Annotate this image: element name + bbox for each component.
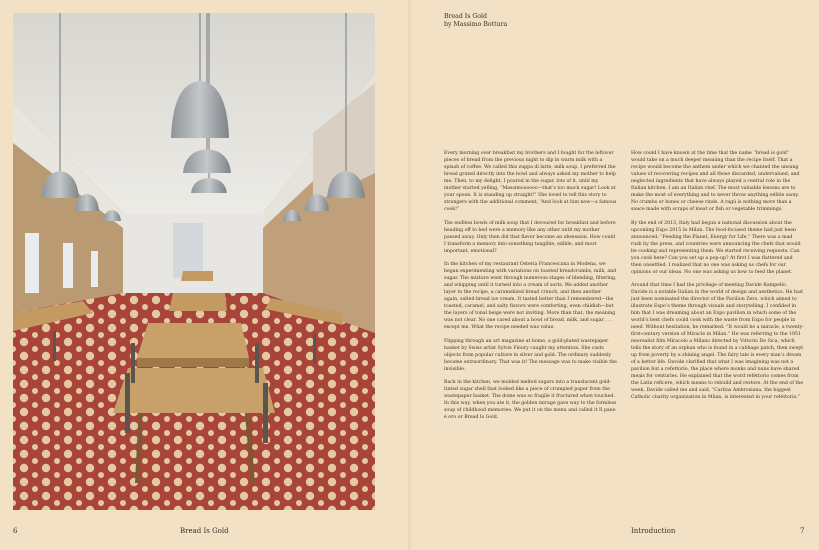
left-page-number: 6 xyxy=(13,527,18,535)
article-title: Bread Is Gold xyxy=(444,13,487,20)
article-byline: by Massimo Bottura xyxy=(444,21,508,28)
article-header xyxy=(444,13,507,29)
paragraph: Around that time I had the privilege of meeting Davide Rampello. Davide is a notable Italian in the world of design and aesthetics. He had just been nominated the director of the Pavilion Zero, which aimed to illustrate Expo’s theme through visuals and storytelling. I confided in him that I was dreaming about an Expo pavilion in which some of the world’s best chefs could cook with the waste from Expo for people in need. Without hesitation, he remarked: “It would be a miracle, a twenty-first-century version of Miracle in Milan.” He was referring to the 1951 neorealist film Miracolo a Milano directed by Vittorio De Sica, which tells the story of an orphan who is found in a cabbage patch, then swept up from poverty by a shining angel. The fairy tale is every man’s dream of a better life. Davide clarified that what I was imagining was not a pavilion but a refettorio, the place where monks and nuns have shared meals for centuries. He explained that the word refettorio comes from the Latin reficere, which means to rebuild and restore. At the end of the week, Davide called me and said, “Caritas Ambrosiana, the biggest Catholic charity organization in Milan, is interested in your refettorio.” xyxy=(631,283,804,400)
book-gutter xyxy=(408,0,411,550)
text-column-1 xyxy=(444,150,617,525)
left-running-title: Bread Is Gold xyxy=(180,527,229,535)
paragraph: The endless bowls of milk soup that I devoured for breakfast and before heading off to bed were a memory like any other until my mother passed away. Only then did that flavor become an obsession. How could I transform a memory into something tangible, edible, and most important, emotional? xyxy=(444,220,616,254)
refectory-illustration xyxy=(13,13,375,510)
refectory-photo xyxy=(13,13,375,510)
text-column-2 xyxy=(631,150,804,525)
right-page-number: 7 xyxy=(800,527,805,535)
paragraph: Back in the kitchen, we molded melted sugars into a translucent gold-tinted sugar shell that looked like a piece of crumpled paper from the wastepaper basket. The dome was so fragile it fractured when touched. In this way, when you ate it, the golden mirage gave way to the formless soup of childhood memories. We put it on the menu and called it Il pane è oro or Bread Is Gold. xyxy=(444,380,617,420)
paragraph: Flipping through an art magazine at home, a gold-plated wastepaper basket by Swiss artist Sylvie Fleury caught my attention. She casts objects from popular culture in silver and gold. The ordinary suddenly became extraordinary. That was it! The message was to make visible the invisible. xyxy=(444,338,617,372)
paragraph: How could I have known at the time that the name “bread is gold” would take on a much deeper meaning than the recipe itself. That a recipe would become the anthem under which we chanted the unsung values of recovering recipes and all those discarded, undervalued, and neglected ingredients that have always played a central role in the Italian kitchen. I am an Italian chef. The most valuable lessons are to make the most of everything and to never throw anything edible away. No crumbs or bones or cheese rinds. A ragù is nothing more than a sauce made with scraps of meat or fish or vegetable trimmings. xyxy=(631,151,800,212)
paragraph: In the kitchen of my restaurant Osteria Francescana in Modena, we began experimenting with variations on toasted breadcrumbs, milk, and sugar. The mixture went through numerous stages of blending, filtering, and whipping until it turned into a cream of sorts. We added another layer to the recipe, a caramelized bread crunch, and then another again, salted bread ice cream. It tasted better than I remembered—the toasted, caramel, and salty flavors were comforting, even childish—but the layers of tonal beige were not inviting. More than that, the meaning was not clear. No one cared about a bowl of bread, milk, and sugar . . . except me. What the recipe needed was value. xyxy=(444,262,617,330)
right-section-title: Introduction xyxy=(631,527,676,535)
paragraph: Every morning over breakfast my brothers and I fought for the leftover pieces of bread from the previous night to dip in warm milk with a splash of coffee. We called this zuppa di latte, milk soup. I preferred the bread grated directly into the bowl and always asked my mother to help me. Then, to my delight, I poured in the sugar, lots of it, until my mother started yelling, “Massimoooooo—that’s too much sugar! Look at your spoon. It is standing up straight!” She loved to tell this story to strangers with the additional comment, “And look at him now—a famous cook!” xyxy=(444,151,617,212)
paragraph: By the end of 2013, Italy had begun a national discussion about the upcoming Expo 2015 in Milan. The food-focused theme had just been announced: “Feeding the Planet, Energy for Life.” There was a mad rush by the press, and countries were announcing the chefs that would be cooking and representing them. We started receiving requests: Can you cook here? Can you set up a pop-up? At first I was flattered and then unsettled. I realized that no one was asking us chefs for our opinions or our ideas. No one was asking us how to feed the planet. xyxy=(631,220,801,275)
